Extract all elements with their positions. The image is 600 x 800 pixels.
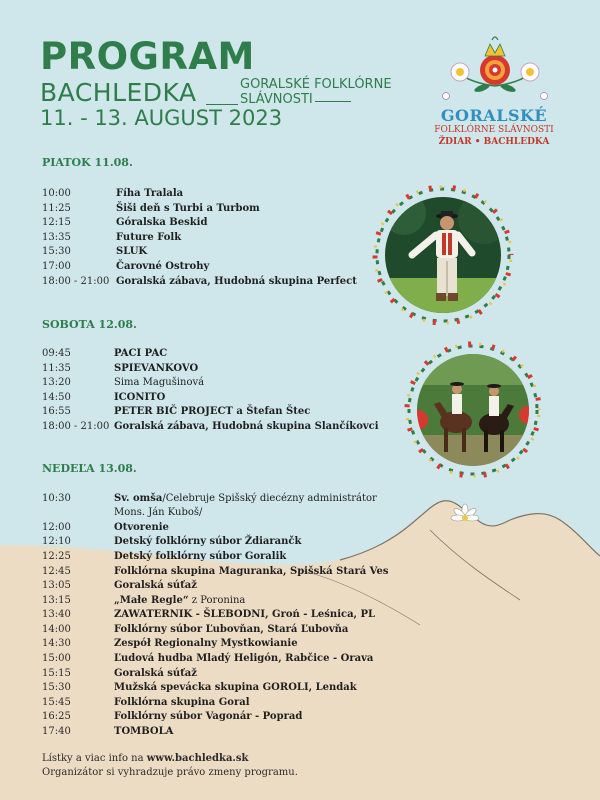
poster-title: PROGRAM <box>40 35 255 78</box>
event-name: PETER BIČ PROJECT a Štefan Štec <box>114 406 311 417</box>
event-name: Fíha Tralala <box>116 188 184 199</box>
website-link[interactable]: www.bachledka.sk <box>146 753 249 764</box>
event-name: Goralská súťaž <box>114 668 197 679</box>
folk-flower-logo-icon <box>440 36 550 108</box>
day-heading-saturday: SOBOTA 12.08. <box>42 318 137 331</box>
event-time: 15:00 <box>42 653 71 664</box>
photo-dancer <box>364 183 522 328</box>
event-time: 12:25 <box>42 551 71 562</box>
event-name: SLUK <box>116 246 148 257</box>
event-time: 11:25 <box>42 203 71 214</box>
event-name: Folklórna skupina Goral <box>114 697 250 708</box>
footer-info-text: Lístky a viac info na <box>42 753 147 764</box>
event-name: Goralská zábava, Hudobná skupina Perfect <box>116 276 357 287</box>
event-time: 18:00 - 21:00 <box>42 421 110 432</box>
festival-subtitle-line2: SLÁVNOSTI <box>240 92 313 107</box>
event-time: 13:20 <box>42 377 71 388</box>
event-name: Šiši deň s Turbi a Turbom <box>116 203 260 214</box>
event-name: Detský folklórny súbor Goralik <box>114 551 287 562</box>
event-name: SPIEVANKOVO <box>114 363 199 374</box>
event-time: 13:40 <box>42 609 71 620</box>
event-time: 13:05 <box>42 580 71 591</box>
event-time: 12:45 <box>42 566 71 577</box>
event-name: Otvorenie <box>114 522 169 533</box>
event-time: 17:40 <box>42 726 71 737</box>
location-title: BACHLEDKA <box>40 78 197 107</box>
logo-text-goralske: GORALSKÉ <box>440 106 548 125</box>
event-name: Mužská spevácka skupina GOROLI, Lendak <box>114 682 357 693</box>
event-time: 18:00 - 21:00 <box>42 276 110 287</box>
event-time: 12:10 <box>42 536 71 547</box>
event-name: Goralská zábava, Hudobná skupina Slančíkovci <box>114 421 379 432</box>
event-time: 13:35 <box>42 232 71 243</box>
event-name: „Małe Regle“ <box>114 595 189 606</box>
event-name: Folklórna skupina Maguranka, Spišská Stará Ves <box>114 566 389 577</box>
event-name: Detský folklórny súbor Ždiarančk <box>114 536 302 547</box>
event-name: Zespół Regionalny Mystkowianie <box>114 638 298 649</box>
event-time: 15:15 <box>42 668 71 679</box>
event-note: /Celebruje Spišský diecézny administrátor <box>162 493 377 504</box>
event-time: 14:00 <box>42 624 71 635</box>
event-name: Sv. omša <box>114 493 163 504</box>
event-name: ZAWATERNIK - ŠLEBODNI, Groń - Leśnica, PL <box>114 609 376 620</box>
event-note: z Poronina <box>188 595 246 606</box>
footer-disclaimer: Organizátor si vyhradzuje právo zmeny programu. <box>42 767 298 778</box>
event-time: 16:55 <box>42 406 71 417</box>
event-time: 12:15 <box>42 217 71 228</box>
footer-info <box>42 752 248 766</box>
event-name: Ľudová hudba Mladý Heligón, Rabčice - Orava <box>114 653 374 664</box>
event-time: 14:50 <box>42 392 71 403</box>
event-note-continued: Mons. Ján Kuboš/ <box>114 507 203 518</box>
photo-dancer-frame <box>364 183 522 328</box>
photo-horse-riders-frame <box>398 340 548 480</box>
photo-horse-riders <box>398 340 548 480</box>
event-time: 10:00 <box>42 188 71 199</box>
divider-line <box>206 104 238 105</box>
event-time: 15:30 <box>42 246 71 257</box>
event-time: 09:45 <box>42 348 71 359</box>
event-time: 11:35 <box>42 363 71 374</box>
event-name: TOMBOLA <box>114 726 174 737</box>
event-time: 13:15 <box>42 595 71 606</box>
event-name: PACI PAC <box>114 348 168 359</box>
event-time: 17:00 <box>42 261 71 272</box>
event-name: Folklórny súbor Ľubovňan, Stará Ľubovňa <box>114 624 349 635</box>
festival-subtitle-line1: GORALSKÉ FOLKLÓRNE <box>240 77 392 92</box>
event-time: 10:30 <box>42 493 71 504</box>
event-time: 16:25 <box>42 711 71 722</box>
event-time: 15:45 <box>42 697 71 708</box>
day-heading-friday: PIATOK 11.08. <box>42 156 133 169</box>
event-time: 12:00 <box>42 522 71 533</box>
event-name: Sima Magušinová <box>114 377 205 388</box>
day-heading-sunday: NEDEĽA 13.08. <box>42 462 137 475</box>
event-name: ICONITO <box>114 392 166 403</box>
event-name: Goralská súťaž <box>114 580 197 591</box>
festival-dates: 11. - 13. AUGUST 2023 <box>40 106 283 130</box>
event-name: Góralska Beskid <box>116 217 208 228</box>
event-time: 15:30 <box>42 682 71 693</box>
event-time: 14:30 <box>42 638 71 649</box>
divider-line <box>315 101 351 102</box>
logo-text-slavnosti: FOLKLÓRNE SLÁVNOSTI <box>434 125 554 135</box>
event-name: Future Folk <box>116 232 182 243</box>
event-name: Folklórny súbor Vagonár - Poprad <box>114 711 303 722</box>
event-name: Čarovné Ostrohy <box>116 261 210 272</box>
logo-text-location: ŽDIAR • BACHLEDKA <box>438 137 550 147</box>
